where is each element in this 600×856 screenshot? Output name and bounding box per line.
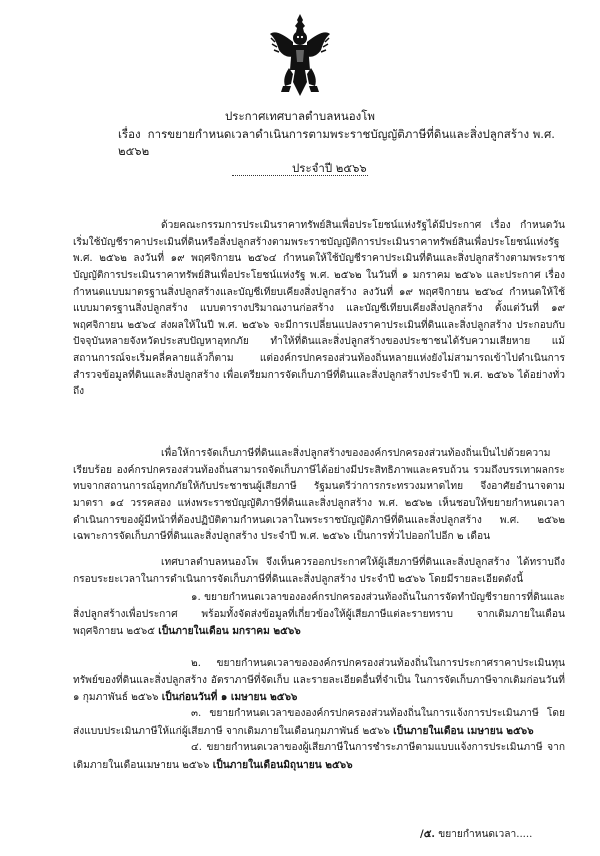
list-item-3-deadline: เป็นภายในเดือน เมษายน ๒๕๖๖	[393, 724, 534, 737]
title-separator	[232, 175, 368, 176]
page-continuation	[420, 826, 532, 842]
list-item-4-deadline: เป็นภายในเดือนมิถุนายน ๒๕๖๖	[212, 758, 353, 771]
announcement-subject	[118, 126, 558, 177]
continuation-mark: /๕.	[420, 828, 435, 840]
body-paragraph-3: เทศบาลตำบลหนองโพ จึงเห็นควรออกประกาศให้ผู้เสียภาษีที่ดินและสิ่งปลูกสร้าง ได้ทราบถึงกรอบระยะเวลาในการดำเนินการจัดเก็บภาษีที่ดินและสิ่งปลูกสร้าง ประจำปี ๒๕๖๖ โดยมีรายละเอียดดังนี้	[73, 557, 565, 585]
list-item-1-text: ๑. ขยายกำหนดเวลาขององค์กรปกครองส่วนท้องถิ่นในการจัดทำบัญชีรายการที่ดินและสิ่งปลูกสร้างเพื่อประกาศ พร้อมทั้งจัดส่งข้อมูลที่เกี่ยวข้องให้ผู้เสียภาษีแต่ละรายทราบ จากเดิมภายในเดือนพฤศจิกายน ๒๕๖๕	[73, 592, 565, 638]
body-paragraph-1: ด้วยคณะกรรมการประเมินราคาทรัพย์สินเพื่อประโยชน์แห่งรัฐได้มีประกาศ เรื่อง กำหนดวันเริ่มใช้บัญชีราคาประเมินที่ดินหรือสิ่งปลูกสร้างตามพระราชบัญญัติการประเมินราคาทรัพย์สินเพื่อประโยชน์แห่งรัฐ พ.ศ. ๒๕๖๒ ลงวันที่ ๑๙ พฤศจิกายน ๒๕๖๔ กำหนดให้ใช้บัญชีราคาประเมินที่ดินและสิ่งปลูกสร้างตามพระราชบัญญัติการประเมินราคาทรัพย์สินเพื่อประโยชน์แห่งรัฐ พ.ศ. ๒๕๖๒ ในวันที่ ๑ มกราคม ๒๕๖๖ และประกาศ เรื่องกำหนดแบบมาตรฐานสิ่งปลูกสร้างและบัญชีเทียบเคียงสิ่งปลูกสร้าง ลงวันที่ ๑๙ พฤศจิกายน ๒๕๖๔ กำหนดให้ใช้แบบมาตรฐานสิ่งปลูกสร้าง แบบตารางปริมาณงานก่อสร้าง และบัญชีเทียบเคียงสิ่งปลูกสร้าง ตั้งแต่วันที่ ๑๙ พฤศจิกายน ๒๕๖๔ ส่งผลให้ในปี พ.ศ. ๒๕๖๖ จะมีการเปลี่ยนแปลงราคาประเมินที่ดินและสิ่งปลูกสร้าง ประกอบกับปัจจุบันหลายจังหวัดประสบปัญหาอุทกภัย ทำให้ที่ดินและสิ่งปลูกสร้างของประชาชนได้รับความเสียหาย แม้สถานการณ์จะเริ่มคลี่คลายแล้วก็ตาม แต่องค์กรปกครองส่วนท้องถิ่นหลายแห่งยังไม่สามารถเข้าไปดำเนินการสำรวจข้อมูลที่ดินและสิ่งปลูกสร้าง เพื่อเตรียมการจัดเก็บภาษีที่ดินและสิ่งปลูกสร้างประจำปี พ.ศ. ๒๕๖๖ ได้อย่างทั่วถึง	[73, 220, 565, 398]
list-item-1-deadline: เป็นภายในเดือน มกราคม ๒๕๖๖	[158, 625, 301, 638]
list-item-2-deadline: เป็นก่อนวันที่ ๑ เมษายน ๒๕๖๖	[161, 691, 298, 704]
announcement-title: ประกาศเทศบาลตำบลหนองโพ	[225, 109, 375, 123]
list-item-4-text: ๔. ขยายกำหนดเวลาของผู้เสียภาษีในการชำระภาษีตามแบบแจ้งการประเมินภาษี จากเดิมภายในเดือนเมษายน ๒๕๖๖	[73, 742, 565, 771]
list-item-3	[73, 706, 565, 740]
list-item-3-text: ๓. ขยายกำหนดเวลาขององค์กรปกครองส่วนท้องถิ่นในการแจ้งการประเมินภาษี โดยส่งแบบประเมินภาษีให้แก่ผู้เสียภาษี จากเดิมภายในเดือนกุมภาพันธ์ ๒๕๖๖	[73, 708, 565, 737]
list-item-1	[73, 590, 565, 641]
subject-label: เรื่อง	[118, 127, 141, 141]
list-item-2	[73, 656, 565, 707]
continuation-text: ขยายกำหนดเวลา.....	[438, 829, 533, 840]
body-paragraph-2: เพื่อให้การจัดเก็บภาษีที่ดินและสิ่งปลูกสร้างขององค์กรปกครองส่วนท้องถิ่นเป็นไปด้วยความเรียบร้อย องค์กรปกครองส่วนท้องถิ่นสามารถจัดเก็บภาษีได้อย่างมีประสิทธิภาพและครบถ้วน รวมถึงบรรเทาผลกระทบจากสถานการณ์อุทกภัยให้กับประชาชนผู้เสียภาษี รัฐมนตรีว่าการกระทรวงมหาดไทย จึงอาศัยอำนาจตามมาตรา ๑๔ วรรคสอง แห่งพระราชบัญญัติภาษีที่ดินและสิ่งปลูกสร้าง พ.ศ. ๒๕๖๒ เห็นชอบให้ขยายกำหนดเวลาดำเนินการของผู้มีหน้าที่ต้องปฏิบัติตามกำหนดเวลาในพระราชบัญญัติภาษีที่ดินและสิ่งปลูกสร้าง พ.ศ. ๒๕๖๒ เฉพาะการจัดเก็บภาษีที่ดินและสิ่งปลูกสร้าง ประจำปี พ.ศ. ๒๕๖๖ เป็นการทั่วไปออกไปอีก ๒ เดือน	[73, 448, 565, 543]
list-item-4	[73, 740, 565, 774]
subject-text: การขยายกำหนดเวลาดำเนินการตามพระราชบัญญัติภาษีที่ดินและสิ่งปลูกสร้าง พ.ศ. ๒๕๖๒	[118, 127, 555, 158]
subject-year: ประจำปี ๒๕๖๖	[292, 161, 367, 175]
list-item-2-text: ๒. ขยายกำหนดเวลาขององค์กรปกครองส่วนท้องถิ่นในการประกาศราคาประเมินทุนทรัพย์ของที่ดินและสิ่งปลูกสร้าง อัตราภาษีที่จัดเก็บ และรายละเอียดอื่นที่จำเป็น ในการจัดเก็บภาษีจากเดิมก่อนวันที่ ๑ กุมภาพันธ์ ๒๕๖๖	[73, 658, 565, 704]
garuda-emblem-icon	[269, 12, 331, 98]
